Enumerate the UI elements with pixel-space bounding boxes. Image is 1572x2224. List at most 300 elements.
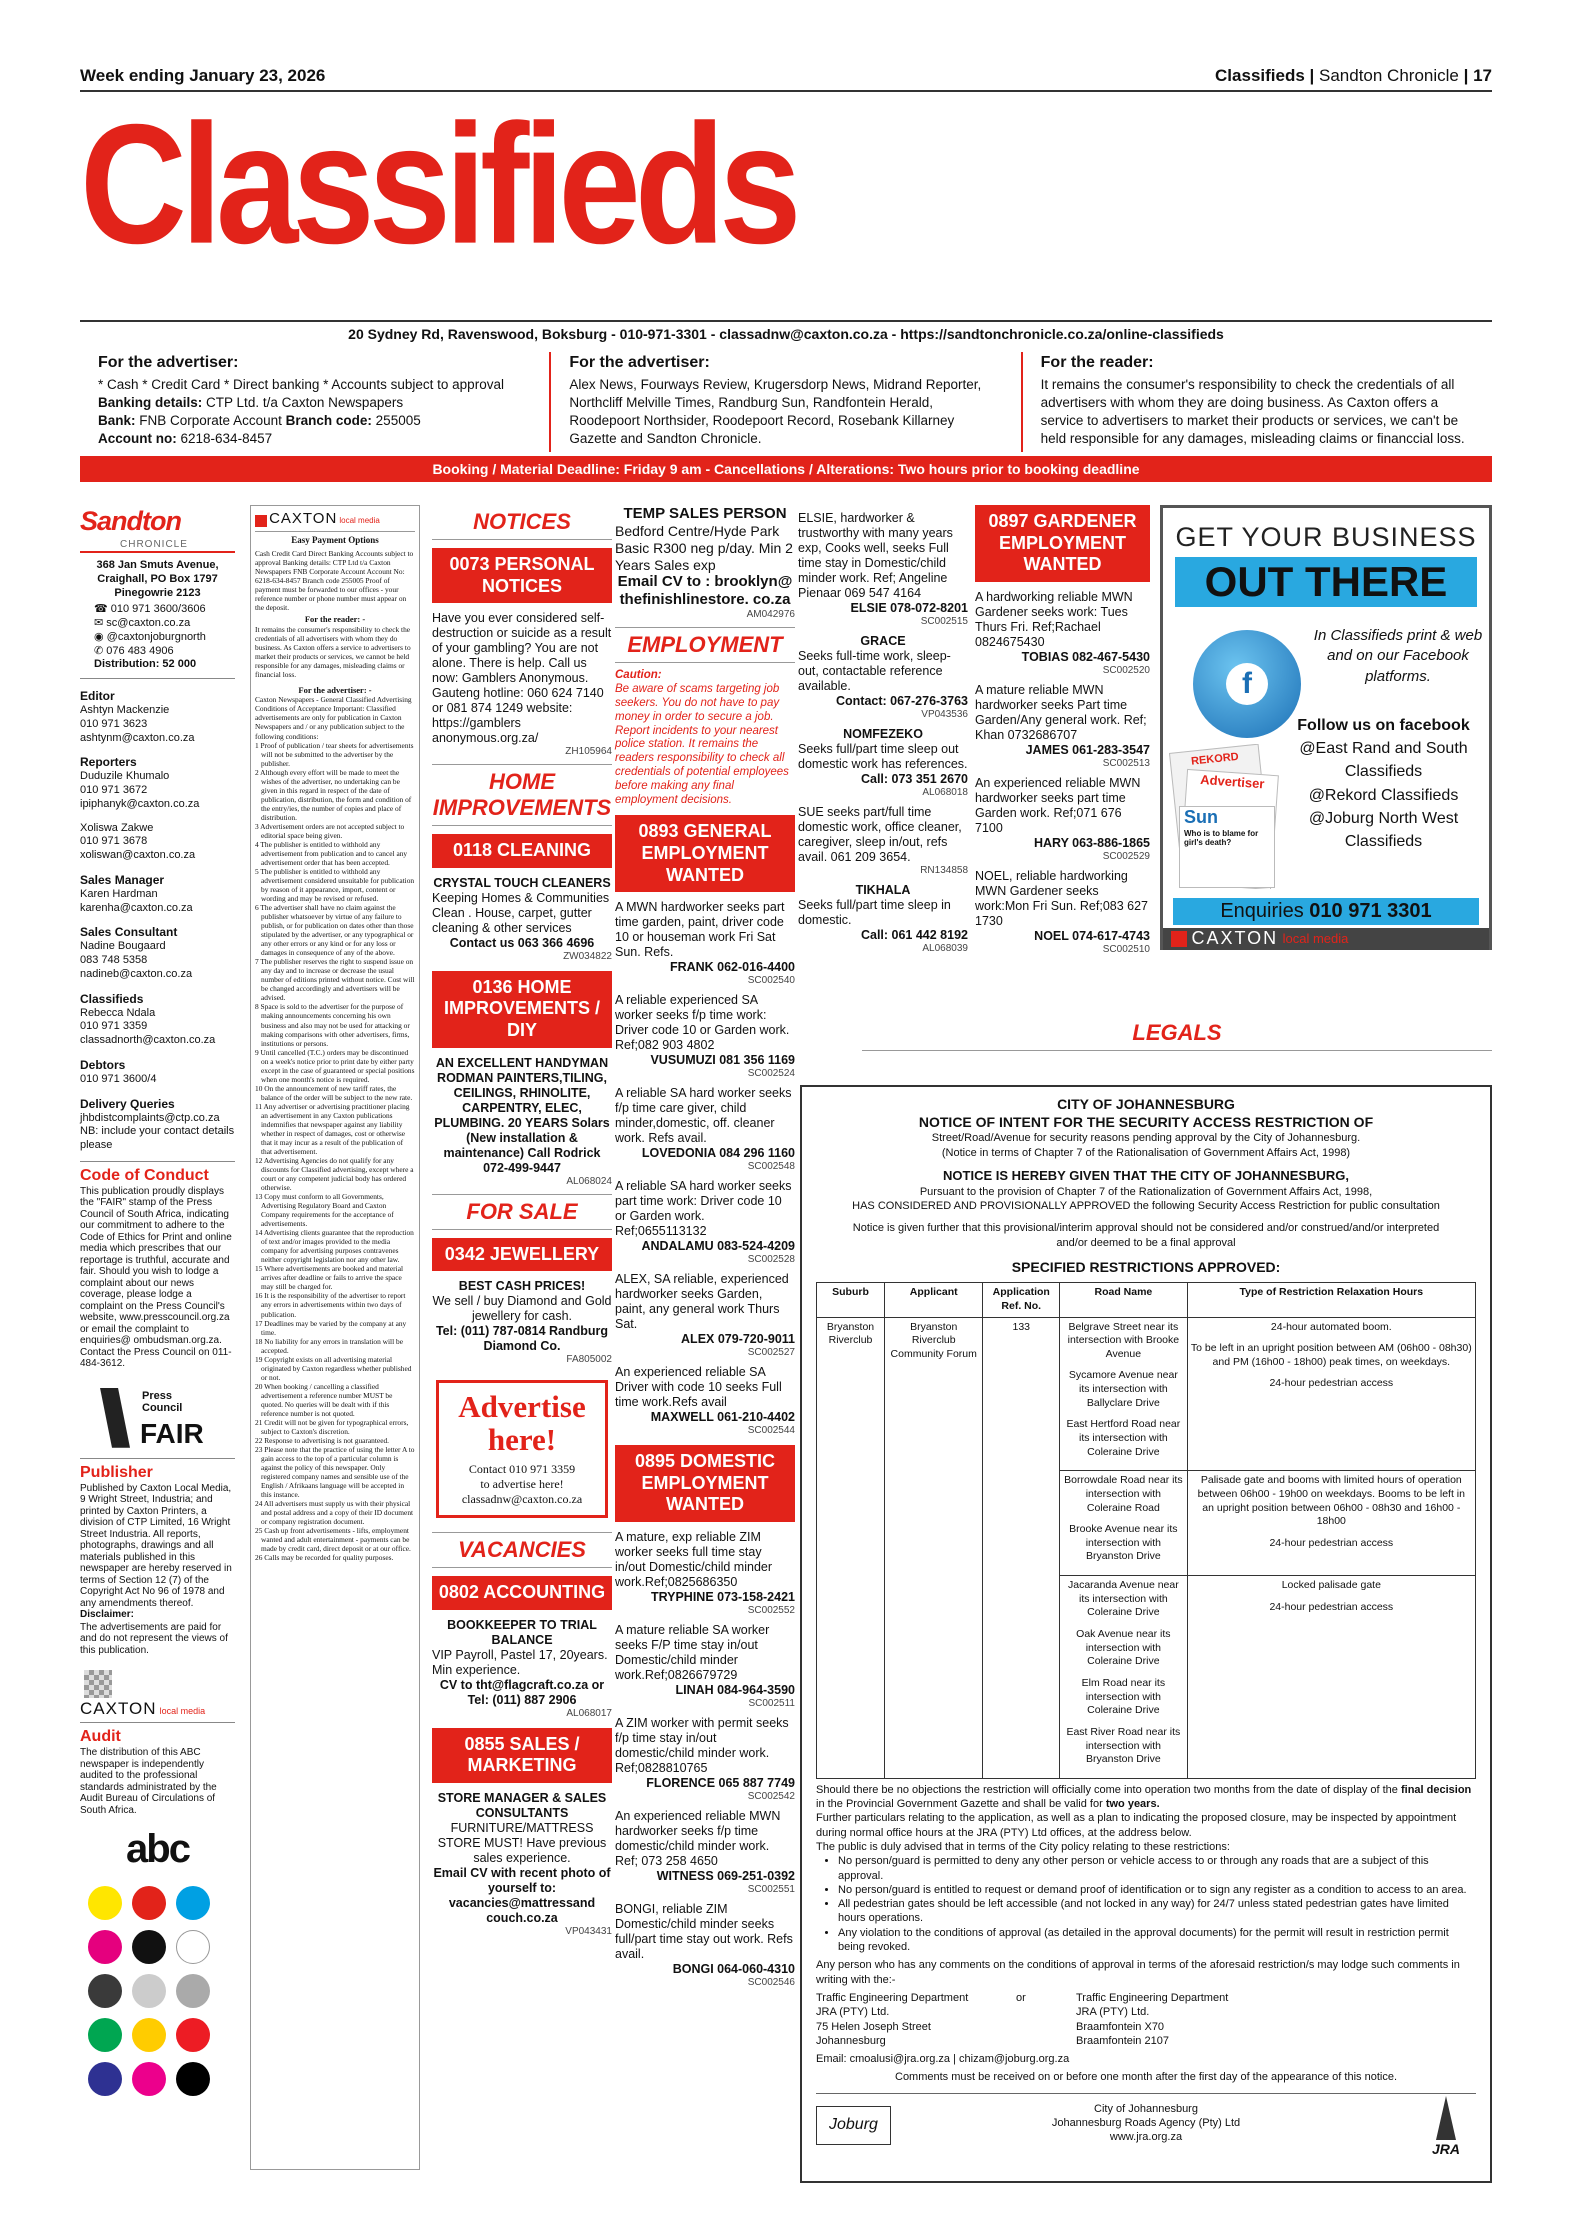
ad-heading: NOMFEZEKO xyxy=(843,727,923,741)
ad-text: Seeks full/part time sleep out domestic work has references. xyxy=(798,742,968,771)
notice-line: Pursuant to the provision of Chapter 7 of the Rationalization of Government Affairs Act, 1998, xyxy=(919,1185,1373,1198)
notice-paragraph: The public is duly advised that in terms of the City policy relating to these restrictions: xyxy=(816,1841,1230,1853)
info-label: Banking details: xyxy=(98,394,203,410)
info-label: Account no: xyxy=(98,431,177,447)
ad-ref: SC002540 xyxy=(747,975,795,987)
abc-logo: abc xyxy=(126,1827,189,1872)
caution-box xyxy=(615,669,795,807)
column-domestic xyxy=(798,505,968,961)
terms-list xyxy=(255,741,415,1563)
sandton-logo xyxy=(80,505,235,553)
staff-email: xoliswan@caxton.co.za xyxy=(80,849,196,861)
ad-text: A mature reliable MWN hardworker seeks Part time Garden/Any general work. Ref; Khan 0732686707 xyxy=(975,682,1147,742)
conditions-list xyxy=(816,1854,1476,1954)
ad-ref: SC002515 xyxy=(920,616,968,627)
table-cell: Bryanston Riverclub xyxy=(817,1317,885,1778)
brand-sub: local media xyxy=(339,516,380,525)
info-text: 6218-634-8457 xyxy=(180,431,273,447)
info-advertiser-papers xyxy=(549,352,1020,452)
ad-ref: FA805002 xyxy=(566,1354,612,1366)
info-heading: For the advertiser: xyxy=(569,354,710,371)
ad-ref: SC002520 xyxy=(1102,664,1150,676)
table-cell: Bryanston Riverclub Community Forum xyxy=(885,1317,983,1778)
staff-name: Ashtyn Mackenzie xyxy=(80,704,170,716)
follow-block xyxy=(1281,714,1486,853)
notice-heading: SPECIFIED RESTRICTIONS APPROVED: xyxy=(1011,1259,1281,1276)
paper-headline: Who is to blame for girl's death? xyxy=(1184,829,1259,847)
ad-heading: GRACE xyxy=(860,634,906,648)
delivery-note: NB: include your contact details please xyxy=(80,1125,235,1151)
fair-word: FAIR xyxy=(140,1417,204,1449)
folio-section: Classifieds xyxy=(1215,66,1305,85)
table-header: Application Ref. No. xyxy=(983,1283,1060,1317)
terms-item: 14 Advertising clients guarantee that the reproduction of text and/or images provided to the media company for advertising purposes contravenes neither copyright legislation nor any other law. xyxy=(255,1228,414,1265)
paper-masthead: Sun xyxy=(1184,807,1218,827)
section-vacancies: VACANCIES xyxy=(432,1532,612,1568)
ad-contact: WITNESS 069-251-0392 xyxy=(656,1868,795,1883)
classified-ad xyxy=(615,505,795,621)
terms-item: 23 Please note that the practice of using the letter A to gain access to the top of a particular column is against the policy of this newspaper. Only registered company names and sensible use of the English / Afrikaans language will be accepted in this instance. xyxy=(255,1444,415,1500)
ad-ref: SC002542 xyxy=(747,1790,795,1802)
ad-text: A reliable SA hard worker seeks f/p time care giver, child minder,domestic, off. cleaner work. Refs avail. xyxy=(615,1086,792,1146)
ad-ref: ZW034822 xyxy=(563,950,612,962)
ad-text: Seeks full-time work, sleep-out, contactable reference available. xyxy=(798,649,951,693)
ad-text: ELSIE, hardworker & trustworthy with many years exp, Cooks well, seeks Full time stay in Domestic/child minder work. Ref; Angeline Pienaar 069 547 4164 xyxy=(798,511,953,600)
classified-ad xyxy=(615,1716,795,1803)
section-employment: EMPLOYMENT xyxy=(615,627,795,663)
road-name: Belgrave Street near its intersection with Brooke Avenue xyxy=(1067,1320,1180,1360)
terms-item: 8 Space is sold to the advertiser for the purpose of making announcements concerning his own business and also may not be used for attacking or making comparisons with other advertisers, firms, institutions or persons. xyxy=(255,1002,410,1048)
page-header xyxy=(80,64,1492,92)
address-line: JRA (PTY) Ltd. xyxy=(816,2006,890,2019)
address-line: Traffic Engineering Department xyxy=(816,1991,969,2004)
classified-ad xyxy=(615,1530,795,1617)
jra-logo xyxy=(1416,2096,1476,2160)
paper-masthead: REKORD xyxy=(1190,750,1240,768)
ad-contact: VUSUMUZI 081 356 1169 xyxy=(650,1053,795,1068)
restriction-type: 24-hour pedestrian access xyxy=(1269,1600,1394,1613)
ad-contact: MAXWELL 061-210-4402 xyxy=(650,1410,795,1425)
terms-item: 7 The publisher reserves the right to suspend issue on any day and to increase or decrease the usual number of editions printed without notice. Cost will be changed accordingly and advertisers will be advised. xyxy=(255,957,415,1003)
promo-heading: OUT THERE xyxy=(1175,557,1477,607)
phone-line xyxy=(94,603,235,617)
ad-text: A hardworking reliable MWN Gardener seeks work: Tues Thurs Fri. Ref;Rachael 0824675430 xyxy=(975,589,1133,649)
terms-item: 11 Any advertiser or advertising practitioner placing an advertisement in any Caxton publications indemnifies that newspaper against any liability whether in respect of damages, cost or otherwise that it may incur as a result of the publication of that advertisement. xyxy=(255,1101,410,1156)
ad-contact: Tel: (011) 787-0814 Randburg Diamond Co. xyxy=(435,1324,609,1354)
table-header: Road Name xyxy=(1060,1283,1188,1317)
ad-ref: AL068018 xyxy=(922,787,968,798)
ad-ref: SC002524 xyxy=(747,1068,795,1080)
publisher-title: Publisher xyxy=(80,1463,153,1481)
notice-text: two years. xyxy=(1105,1798,1160,1811)
ad-ref: SC002513 xyxy=(1102,757,1150,769)
table-cell xyxy=(1187,1317,1475,1471)
category-jewellery: 0342 JEWELLERY xyxy=(432,1238,612,1272)
address-line: 75 Helen Joseph Street xyxy=(816,2020,931,2033)
audit-title: Audit xyxy=(80,1728,121,1746)
advertise-here-box xyxy=(436,1380,608,1518)
ad-text: A mature, exp reliable ZIM worker seeks full time stay in/out Domestic/child minder work.Ref;0825686350 xyxy=(615,1529,773,1589)
follow-page: @East Rand and South Classifieds xyxy=(1299,740,1468,781)
whatsapp-icon: ✆ xyxy=(94,644,104,657)
follow-page: @Joburg North West Classifieds xyxy=(1308,809,1459,850)
code-of-conduct-title: Code of Conduct xyxy=(80,1166,209,1184)
classified-ad xyxy=(975,590,1150,677)
enquiries-label: Enquiries xyxy=(1220,900,1304,922)
table-cell xyxy=(1060,1576,1188,1779)
deadline-bar: Booking / Material Deadline: Friday 9 am - Cancellations / Alterations: Two hours prior to booking deadline xyxy=(80,456,1492,482)
staff-label: Delivery Queries xyxy=(80,1096,175,1111)
notice-line: HAS CONSIDERED AND PROVISIONALLY APPROVED the following Security Access Restriction for public consultation xyxy=(852,1200,1440,1213)
classified-ad xyxy=(432,876,612,963)
whatsapp-line xyxy=(94,645,235,659)
terms-item: 2 Although every effort will be made to meet the wishes of the advertiser, no undertaking can be given in this regard in respect of the date of publication, distribution, the form and condition of the entry/ies, the number of copies and place of distribution. xyxy=(255,767,412,822)
classified-ad xyxy=(798,883,968,955)
section-legals: LEGALS xyxy=(862,1020,1492,1051)
column-notices xyxy=(432,505,612,1944)
ad-contact: Email CV to : brooklyn@ thefinishlinestore. co.za xyxy=(617,573,793,609)
page-title: Classifieds xyxy=(80,89,796,280)
ad-ref: AM042976 xyxy=(746,609,795,621)
table-cell xyxy=(1187,1576,1475,1779)
ad-ref: SC002510 xyxy=(1102,943,1150,955)
terms-title: Easy Payment Options xyxy=(291,535,379,546)
classified-ad xyxy=(798,805,968,877)
ad-contact: Contact us 063 366 4696 xyxy=(449,935,595,950)
staff-phone: 083 748 5358 xyxy=(80,954,148,966)
caution-title: Caution: xyxy=(615,669,662,682)
ad-ref: AL068024 xyxy=(566,1175,612,1187)
ad-ref: SC002527 xyxy=(747,1347,795,1359)
condition-item: • No person/guard is permitted to deny any other person or vehicle access to or through any roads that are a subject of this approval. xyxy=(838,1854,1476,1883)
table-cell xyxy=(1187,1471,1475,1576)
staff-name: Rebecca Ndala xyxy=(80,1006,156,1019)
promo-line: GET YOUR BUSINESS xyxy=(1175,522,1477,552)
terms-item: 24 All advertisers must supply us with their physical and postal address and a copy of their ID document or company registration document. xyxy=(255,1499,414,1527)
ad-text: A ZIM worker with permit seeks f/p time stay in/out domestic/child minder work. Ref;0828810765 xyxy=(615,1715,789,1775)
classified-ad xyxy=(615,1902,795,1989)
joburg-logo: Joburg xyxy=(816,2106,891,2145)
restriction-type: 24-hour pedestrian access xyxy=(1269,1377,1394,1390)
staff-label: Sales Consultant xyxy=(80,925,178,940)
advertise-line: Contact 010 971 3359 xyxy=(468,1462,576,1477)
notice-line: (Notice in terms of Chapter 7 of the Rationalisation of Government Affairs Act, 1998) xyxy=(941,1146,1351,1159)
ad-ref: SC002546 xyxy=(747,1976,795,1988)
contact-address: 20 Sydney Rd, Ravenswood, Boksburg - 010-971-3301 - classadnw@caxton.co.za - https://sandtonchronicle.co.za/online-classifieds xyxy=(80,320,1492,342)
terms-item: 22 Response to advertising is not guaranteed. xyxy=(255,1435,390,1445)
table-header: Applicant xyxy=(885,1283,983,1317)
info-text: CTP Ltd. t/a Caxton Newspapers xyxy=(206,394,404,410)
staff-phone: 010 971 3600/4 xyxy=(80,1072,157,1085)
notice-heading: NOTICE IS HEREBY GIVEN THAT THE CITY OF JOHANNESBURG, xyxy=(943,1167,1349,1183)
terms-item: 18 No liability for any errors in translation will be accepted. xyxy=(255,1336,403,1355)
table-header: Type of Restriction Relaxation Hours xyxy=(1187,1283,1475,1317)
terms-item: 25 Cash up front advertisements - lifts, employment wanted and adult entertainment - payments can be made by credit card, direct deposit or at our office. xyxy=(255,1526,411,1554)
terms-item: 16 It is the responsibility of the advertiser to report any errors in advertisements within two days of publication. xyxy=(255,1291,406,1319)
terms-subtitle: For the reader: - xyxy=(304,614,366,625)
ad-contact: LOVEDONIA 084 296 1160 xyxy=(641,1146,795,1161)
info-heading: For the reader: xyxy=(1040,354,1154,371)
page-folio: Classifieds | Sandton Chronicle | 17 xyxy=(1215,66,1492,85)
road-name: Jacaranda Avenue near its intersection with Coleraine Drive xyxy=(1068,1579,1179,1619)
ad-ref: AL068039 xyxy=(922,943,968,954)
promo-box xyxy=(1160,505,1492,950)
caxton-mark-icon xyxy=(255,515,267,527)
staff-email: ashtynm@caxton.co.za xyxy=(80,731,195,744)
notice-footer xyxy=(816,2093,1476,2163)
ad-list xyxy=(798,511,968,955)
email-line xyxy=(94,617,235,631)
ad-text: An experienced reliable SA Driver with code 10 seeks Full time work.Refs avail xyxy=(615,1365,782,1410)
office-address: 368 Jan Smuts Avenue, Craighall, PO Box 1797 Pinegowrie 2123 xyxy=(96,559,219,599)
staff-name: Nadine Bougaard xyxy=(80,940,166,953)
ad-ref: AL068017 xyxy=(566,1707,612,1719)
terms-body: Caxton Newspapers - General Classified Advertising Conditions of Acceptance Important: Classified advertisements are only for publication in Caxton Newspapers and / or any publication subject to the following conditions: xyxy=(255,695,412,741)
ad-heading: BOOKKEEPER TO TRIAL BALANCE xyxy=(447,1617,597,1647)
ad-ref: SC002529 xyxy=(1102,850,1150,862)
caution-text: Be aware of scams targeting job seekers. You do not have to pay money in order to secure a job. Report incidents to your nearest police station. It remains the readers responsibility to check all credentials of potential employees before making any final employment decisions. xyxy=(615,683,789,806)
promo-text: In Classifieds print & web and on our Facebook platforms. xyxy=(1313,627,1483,685)
caxton-sub: local media xyxy=(159,1706,206,1717)
restriction-type: 24-hour pedestrian access xyxy=(1269,1536,1394,1549)
notice-email: Email: cmoalusi@jra.org.za | chizam@joburg.org.za xyxy=(816,2053,1070,2066)
staff-email: jhbdistcomplaints@ctp.co.za xyxy=(80,1111,220,1124)
press-council-fair-logo xyxy=(100,1382,235,1454)
address-line: Braamfontein X70 xyxy=(1076,2020,1165,2033)
notice-line: Street/Road/Avenue for security reasons pending approval by the City of Johannesburg. xyxy=(931,1132,1361,1145)
notice-paragraph: Further particulars relating to the application, as well as a plan to indicating the proposed closure, may be inspected by appointment during normal office hours at the JRA (PTY) Ltd offices, at the address below. xyxy=(816,1812,1457,1839)
category-sales-marketing: 0855 SALES / MARKETING xyxy=(432,1728,612,1783)
staff-phone: 010 971 3672 xyxy=(80,784,148,796)
ad-ref: SC002511 xyxy=(748,1697,795,1709)
ad-text: A mature reliable SA worker seeks F/P time stay in/out Domestic/child minder work.Ref;0826679729 xyxy=(615,1622,770,1682)
tower-icon xyxy=(1436,2096,1456,2140)
advertise-email: classadnw@caxton.co.za xyxy=(461,1492,583,1507)
address-line: JRA (PTY) Ltd. xyxy=(1076,2006,1150,2019)
logo-sub: CHRONICLE xyxy=(120,538,188,550)
ad-text: Keeping Homes & Communities Clean . House, carpet, gutter cleaning & other services xyxy=(432,890,610,935)
address-block xyxy=(1076,1991,1228,2048)
social-icon: ◉ xyxy=(94,630,104,643)
staff-name: Duduzile Khumalo xyxy=(80,770,170,783)
ad-text: We sell / buy Diamond and Gold jewellery for cash. xyxy=(432,1294,612,1324)
folio-paper: Sandton Chronicle xyxy=(1319,66,1459,85)
terms-item: 4 The publisher is entitled to withhold any advertisement from publication and to cancel any advertisement order that has been accepted. xyxy=(255,839,408,867)
staff-phone: 010 971 3359 xyxy=(80,1020,148,1033)
ad-heading: AN EXCELLENT HANDYMAN RODMAN PAINTERS,TILING, CEILINGS, RHINOLITE, CARPENTRY, ELEC, PLUMBING. 20 YEARS Solars (New installation & maintenance) Call Rodrick 072-499-9447 xyxy=(434,1055,610,1175)
category-personal-notices: 0073 PERSONAL NOTICES xyxy=(432,548,612,603)
ad-list xyxy=(615,1530,795,1989)
paper-masthead: Advertiser xyxy=(1199,771,1265,792)
restriction-type: Locked palisade gate xyxy=(1281,1579,1381,1592)
condition-item: • Any violation to the conditions of approval (as detailed in the approval documents) for the permit will result in restriction permit being revoked. xyxy=(838,1926,1476,1955)
ad-text: BONGI, reliable ZIM Domestic/child minder seeks full/part time stay out work. Refs avail. xyxy=(615,1901,793,1961)
advertise-line: to advertise here! xyxy=(480,1477,564,1492)
ad-contact: Call: 073 351 2670 xyxy=(860,772,968,786)
staff-label: Reporters xyxy=(80,755,137,770)
ad-contact: Email CV with recent photo of yourself to: vacancies@mattressand couch.co.za xyxy=(433,1866,611,1926)
classified-ad xyxy=(798,634,968,721)
classified-ad xyxy=(432,1618,612,1720)
info-label: Bank: xyxy=(98,413,136,429)
terms-column xyxy=(250,505,420,2170)
staff-label: Debtors xyxy=(80,1057,126,1072)
table-cell xyxy=(1060,1471,1188,1576)
terms-item: 21 Credit will not be given for typographical errors, subject to Caxton's discretion. xyxy=(255,1417,409,1436)
terms-body: It remains the consumer's responsibility to check the credentials of all advertisers with whom they do business. As Caxton offers a service to advertisers to market their products or services, we cannot be held responsible for any damages, misleading claims or financial loss. xyxy=(255,624,411,679)
address-block xyxy=(816,1991,1016,2048)
ad-ref: VP043536 xyxy=(921,709,968,720)
classified-ad xyxy=(615,1365,795,1437)
code-of-conduct-text: This publication proudly displays the "FAIR" stamp of the Press Council of South Africa, indicating our commitment to adhere to the Code of Ethics for Print and online media which prescribes that our reportage is truthful, accurate and fair. Should you wish to lodge a complaint about our news coverage, please lodge a complaint on the Press Council's website, www.presscouncil.org.za or email the complaint to enquiries@ ombudsman.org.za. Contact the Press Council on 011-484-3612. xyxy=(80,1185,232,1370)
ad-ref: SC002544 xyxy=(747,1425,795,1437)
address-line: Traffic Engineering Department xyxy=(1076,1991,1229,2004)
email: sc@caxton.co.za xyxy=(106,617,191,629)
classified-ad xyxy=(432,1791,612,1938)
ad-text: A reliable experienced SA worker seeks f/p time work: Driver code 10 or Garden work. Ref;082 903 4802 xyxy=(615,993,790,1053)
legal-notice xyxy=(800,1085,1492,2183)
disclaimer-title: Disclaimer: xyxy=(80,1609,134,1621)
notice-text: Should there be no objections the restriction will officially come into operation two months from the date of display of the xyxy=(816,1783,1398,1796)
distribution: Distribution: 52 000 xyxy=(94,658,197,671)
terms-item: 6 The advertiser shall have no claim against the publisher whatsoever by virtue of any failure to publish, or for publication on dates other than those stipulated by the advertiser, or any typographical or any other errors or any kind or for any loss or damages in consequence of any of the above. xyxy=(255,903,414,958)
address-line: Johannesburg xyxy=(816,2034,886,2047)
brand-word: CAXTON xyxy=(269,510,338,527)
disclaimer-text: The advertisements are paid for and do not represent the views of this publication. xyxy=(80,1621,228,1656)
info-label: Branch code: xyxy=(285,413,372,429)
newspaper-collage xyxy=(1169,744,1281,889)
terms-item: 26 Calls may be recorded for quality purposes. xyxy=(255,1553,394,1563)
ad-ref: VP043431 xyxy=(565,1926,612,1938)
info-text: 255005 xyxy=(375,413,421,429)
road-name: East River Road near its intersection with Bryanston Drive xyxy=(1066,1725,1181,1766)
section-for-sale: FOR SALE xyxy=(432,1194,612,1230)
info-text: Alex News, Fourways Review, Krugersdorp News, Midrand Reporter, Northcliff Melville Times, Randburg Sun, Randfontein Herald, Roodepoort Northsider, Roodepoort Record, Rosebank Killarney Gazette and Sandton Chronicle. xyxy=(569,376,982,447)
ad-heading: TEMP SALES PERSON xyxy=(623,505,787,522)
terms-item: 9 Until cancelled (T.C.) orders may be discontinued on a week's notice prior to print date by either party except in the case of guaranteed or special positions when one month's notice is required. xyxy=(255,1047,415,1084)
brand-word: CAXTON xyxy=(1191,928,1279,948)
ad-ref: SC002528 xyxy=(747,1254,795,1266)
ad-contact: ANDALAMU 083-524-4209 xyxy=(641,1239,795,1254)
masthead-column xyxy=(80,505,235,2096)
ad-contact: TOBIAS 082-467-5430 xyxy=(1021,649,1150,664)
road-name: East Hertford Road near its intersection with Coleraine Drive xyxy=(1066,1418,1181,1458)
staff-label: Classifieds xyxy=(80,991,144,1006)
restriction-type: To be left in an upright position between AM (06h00 - 08h30) and PM (16h00 - 18h00) peak times, on weekdays. xyxy=(1190,1342,1472,1368)
logo-word: Sandton xyxy=(80,506,181,536)
terms-item: 15 Where advertisements are booked and material arrives after deadline or fails to arrive the space may still be charged for. xyxy=(255,1264,404,1292)
terms-item: 13 Copy must conform to all Governments, Advertising Regulatory Board and Caxton Company requirements for the acceptance of advertisements. xyxy=(255,1192,394,1229)
classified-ad xyxy=(798,511,968,628)
ad-text: Seeks full/part time sleep in domestic. xyxy=(798,898,951,927)
info-text: FNB Corporate Account xyxy=(139,413,282,429)
terms-item: 3 Advertisement orders are not accepted subject to editorial space being given. xyxy=(255,821,405,840)
ad-text: SUE seeks part/full time domestic work, office cleaner, caregiver, sleep in/out, refs avail. 061 209 3654. xyxy=(798,805,962,864)
category-accounting: 0802 ACCOUNTING xyxy=(432,1576,612,1610)
caxton-mark-icon xyxy=(84,1670,112,1698)
follow-heading: Follow us on facebook xyxy=(1297,717,1470,734)
brand-sub: local media xyxy=(1282,931,1349,946)
staff-phone: 010 971 3623 xyxy=(80,717,148,730)
address-line: Braamfontein 2107 xyxy=(1076,2034,1169,2047)
category-cleaning: 0118 CLEANING xyxy=(432,834,612,868)
facebook-icon: f xyxy=(1226,663,1268,705)
staff-phone: 010 971 3678 xyxy=(80,835,148,848)
ad-contact: BONGI 064-060-4310 xyxy=(672,1961,795,1976)
road-name: Elm Road near its intersection with Coleraine Drive xyxy=(1081,1676,1166,1717)
audit-text: The distribution of this ABC newspaper is independently audited to the professional standards administrated by the Audit Bureau of Circulations of South Africa. xyxy=(80,1747,217,1816)
social-line xyxy=(94,631,235,645)
ad-ref: SC002552 xyxy=(747,1604,795,1616)
notice-text: final decision xyxy=(1400,1783,1472,1796)
ad-contact: TRYPHINE 073-158-2421 xyxy=(650,1589,795,1604)
table-header: Suburb xyxy=(817,1283,885,1317)
ad-contact: ELSIE 078-072-8201 xyxy=(850,601,968,615)
classified-ad xyxy=(615,1086,795,1173)
terms-body: Cash Credit Card Direct Banking Accounts subject to approval Banking details: CTP Ltd t/a Caxton Newspapers FNB Corporate Account Account No: 6218-634-8457 Branch code 255005 Proof of payment must be forwarded to our offices - your reference number or phone number must appear on the deposit. xyxy=(255,549,414,613)
caxton-mark-icon xyxy=(1171,931,1187,947)
category-home-diy: 0136 HOME IMPROVEMENTS / DIY xyxy=(432,971,612,1048)
road-name: Borrowdale Road near its intersection with Coleraine Road xyxy=(1064,1474,1183,1514)
restriction-type: 24-hour automated boom. xyxy=(1270,1320,1392,1333)
classified-ad xyxy=(615,900,795,987)
ad-contact: CV to tht@flagcraft.co.za or Tel: (011) 887 2906 xyxy=(439,1677,605,1707)
category-gardener: 0897 GARDENER EMPLOYMENT WANTED xyxy=(975,505,1150,582)
ad-heading: TIKHALA xyxy=(855,883,911,897)
classified-ad xyxy=(615,1623,795,1710)
staff-email: nadineb@caxton.co.za xyxy=(80,967,193,980)
ad-contact: Call: 061 442 8192 xyxy=(860,928,968,942)
classified-ad xyxy=(615,1809,795,1896)
section-home-improvements: HOME IMPROVEMENTS xyxy=(432,764,612,826)
info-text: * Cash * Credit Card * Direct banking * Accounts subject to approval xyxy=(98,376,504,392)
ad-text: An experienced reliable MWN hardworker seeks part time Garden work. Ref;071 676 7100 xyxy=(975,775,1141,835)
ad-contact: NOEL 074-617-4743 xyxy=(1034,928,1150,943)
social: @caxtonjoburgnorth xyxy=(106,630,206,643)
classified-ad xyxy=(432,1056,612,1188)
terms-item: 12 Advertising Agencies do not qualify for any discounts for Classified advertising, except where a court or any competent judicial body has ordered otherwise. xyxy=(255,1155,414,1193)
caxton-word: CAXTON xyxy=(80,1699,157,1719)
terms-item: 1 Proof of publication / tear sheets for advertisements will not be submitted to the advertiser by the publisher. xyxy=(255,740,414,768)
condition-item: • No person/guard is entitled to request or demand proof of identification or to sign any register as a condition to access to an area. xyxy=(838,1883,1476,1897)
ad-text: VIP Payroll, Pastel 17, 20years. Min experience. xyxy=(432,1647,608,1677)
ad-contact: JAMES 061-283-3547 xyxy=(1025,742,1150,757)
issue-date: Week ending January 23, 2026 xyxy=(80,66,326,85)
ad-contact: Contact: 067-276-3763 xyxy=(835,694,968,708)
classified-ad xyxy=(975,869,1150,956)
notice-line: Notice is given further that this provisional/interim approval should not be considered and/or construed/and/or interpreted and/or deemed to be a final approval xyxy=(852,1222,1440,1249)
phone: 010 971 3600/3606 xyxy=(110,603,206,616)
table-row xyxy=(817,1317,1476,1471)
notice-paragraph: Any person who has any comments on the conditions of approval in terms of the aforesaid restriction/s may lodge such comments in writing with the:- xyxy=(816,1959,1460,1986)
classified-ad xyxy=(975,776,1150,863)
column-employment xyxy=(615,505,795,1995)
classified-ad xyxy=(432,611,612,758)
ad-list xyxy=(615,900,795,1437)
ad-ref: ZH105964 xyxy=(565,746,612,758)
ad-text: FURNITURE/MATTRESS STORE MUST! Have previous sales experience. xyxy=(437,1821,607,1866)
condition-item: • All pedestrian gates should be left accessible (and not locked in any way) for 24/7 unless stated pedestrian gates have limited hours operations. xyxy=(838,1897,1476,1926)
fair-word: Council xyxy=(142,1401,183,1414)
notice-text: in the Provincial Government Gazette and shall be valid for xyxy=(816,1798,1103,1811)
terms-item: 5 The publisher is entitled to withhold any advertisement considered unsuitable for publication by reason of it appearance, import, content or wording and may be revised or refused. xyxy=(255,866,415,904)
ad-heading: STORE MANAGER & SALES CONSULTANTS xyxy=(437,1791,607,1821)
staff-email: karenha@caxton.co.za xyxy=(80,901,193,914)
column-gardener xyxy=(975,505,1150,962)
staff-email: classadnorth@caxton.co.za xyxy=(80,1034,216,1046)
classified-ad xyxy=(615,993,795,1080)
staff-email: ipiphanyk@caxton.co.za xyxy=(80,797,200,810)
